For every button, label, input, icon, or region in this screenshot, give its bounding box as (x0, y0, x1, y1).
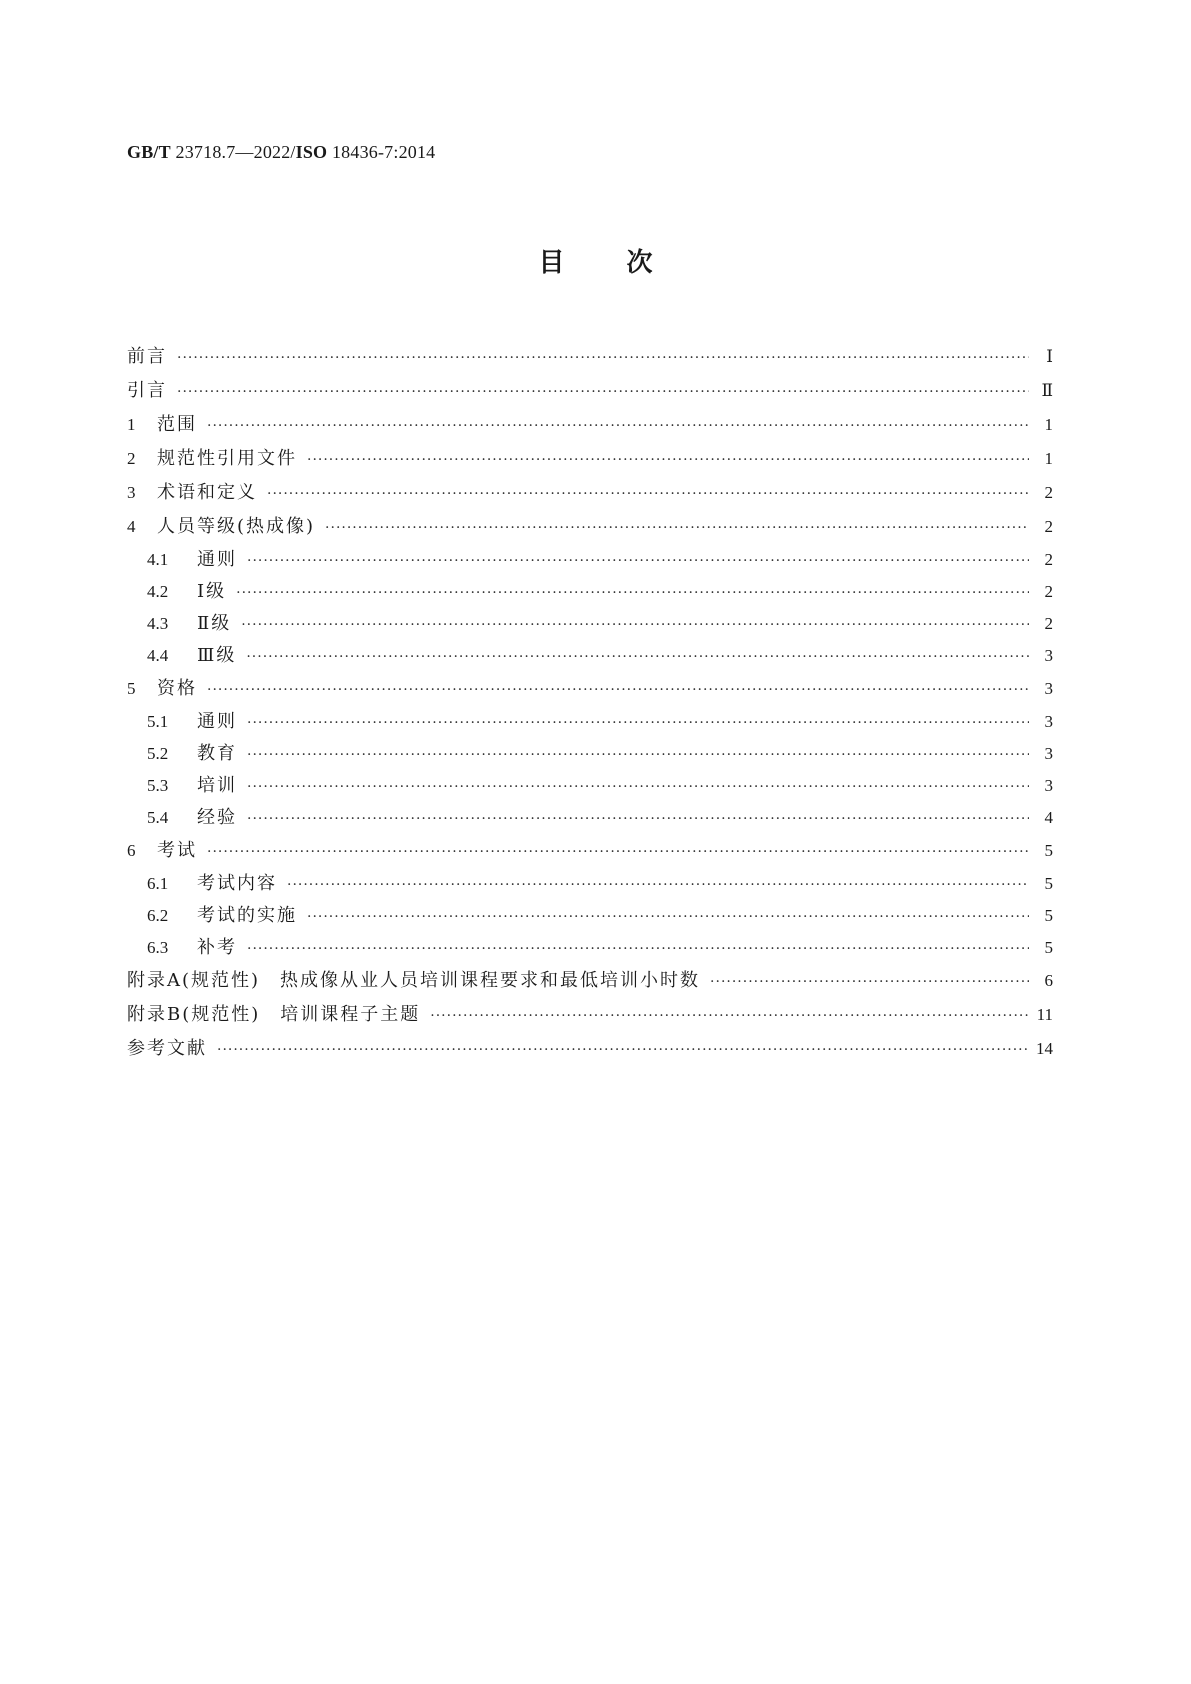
toc-entry-number: 6 (127, 841, 136, 860)
toc-entry-number: 6.1 (147, 874, 169, 893)
toc-page-number: 2 (1044, 582, 1053, 601)
toc-entry-2[interactable] (127, 442, 1053, 476)
document-code (127, 142, 435, 163)
toc-page-number: Ⅱ (1041, 381, 1053, 400)
toc-entry-label: Ⅱ级 (197, 613, 232, 634)
toc-entry-label: 规范性引用文件 (157, 448, 297, 469)
dot-leader (247, 739, 1029, 771)
toc-entry-5-2[interactable] (127, 738, 1053, 770)
dot-leader (267, 477, 1029, 511)
toc-page-number: Ⅰ (1046, 347, 1053, 366)
dot-leader (247, 545, 1029, 577)
iso-number: 18436-7:2014 (331, 142, 436, 162)
toc-entry-6[interactable] (127, 834, 1053, 868)
dot-leader (247, 707, 1029, 739)
toc-entry-4-1[interactable] (127, 544, 1053, 576)
toc-entry-label: Ⅲ级 (197, 645, 237, 666)
toc-entry-number: 4.1 (147, 550, 169, 569)
toc-page-number: 5 (1044, 906, 1053, 925)
toc-entry-number: 2 (127, 449, 136, 468)
toc-entry-label: 引言 (127, 380, 167, 401)
toc-entry-label: 附录A(规范性) 热成像从业人员培训课程要求和最低培训小时数 (127, 970, 701, 991)
toc-entry-6-2[interactable] (127, 900, 1053, 932)
toc-page-number: 3 (1044, 744, 1053, 763)
toc-entry-number: 3 (127, 483, 136, 502)
toc-entry-5-4[interactable] (127, 802, 1053, 834)
toc-page-number: 14 (1036, 1039, 1053, 1058)
toc-page-number: 2 (1044, 517, 1053, 536)
dot-leader (307, 443, 1029, 477)
toc-entry-label: 考试的实施 (197, 905, 297, 926)
toc-entry-5[interactable] (127, 672, 1053, 706)
toc-entry-label: 考试 (157, 840, 197, 861)
dot-leader (430, 999, 1028, 1033)
toc-entry-4[interactable] (127, 510, 1053, 544)
toc-entry-label: 通则 (197, 711, 237, 732)
toc-entry-1[interactable] (127, 408, 1053, 442)
toc-entry-label: 经验 (197, 807, 237, 828)
standard-prefix: GB/T (127, 142, 171, 162)
toc-page-number: 5 (1044, 874, 1053, 893)
standard-number: 23718.7—2022/ (175, 142, 296, 162)
toc-entry-number: 4.2 (147, 582, 169, 601)
toc-entry-5-3[interactable] (127, 770, 1053, 802)
toc-page-number: 2 (1044, 483, 1053, 502)
toc-entry-label: 通则 (197, 549, 237, 570)
toc-entry-bibliography[interactable] (127, 1032, 1053, 1066)
toc-entry-label: 教育 (197, 743, 237, 764)
toc-entry-number: 5.4 (147, 808, 169, 827)
toc-entry-label: 附录B(规范性) 培训课程子主题 (127, 1004, 421, 1025)
dot-leader (247, 803, 1029, 835)
dot-leader (287, 869, 1029, 901)
toc-page-number: 4 (1044, 808, 1053, 827)
toc-page-number: 6 (1044, 971, 1053, 990)
dot-leader (207, 835, 1029, 869)
toc-page-number: 3 (1044, 712, 1053, 731)
toc-entry-4-3[interactable] (127, 608, 1053, 640)
toc-page-number: 2 (1044, 614, 1053, 633)
toc-entry-label: 补考 (197, 937, 237, 958)
dot-leader (207, 673, 1029, 707)
dot-leader (325, 511, 1029, 545)
dot-leader (247, 933, 1029, 965)
toc-entry-number: 4.3 (147, 614, 169, 633)
dot-leader (246, 641, 1029, 673)
dot-leader (177, 375, 1029, 409)
toc-entry-label: 考试内容 (197, 873, 277, 894)
toc-entry-label: 术语和定义 (157, 482, 257, 503)
toc-entry-number: 6.3 (147, 938, 169, 957)
dot-leader (307, 901, 1029, 933)
toc-entry-label: Ⅰ级 (197, 581, 227, 602)
toc-entry-5-1[interactable] (127, 706, 1053, 738)
toc-entry-number: 5 (127, 679, 136, 698)
iso-prefix: ISO (295, 142, 328, 162)
toc-entry-annex-b[interactable] (127, 998, 1053, 1032)
toc-entry-foreword[interactable] (127, 340, 1053, 374)
toc-page-number: 1 (1044, 415, 1053, 434)
toc-page-number: 3 (1044, 646, 1053, 665)
toc-entry-number: 1 (127, 415, 136, 434)
toc-page-number: 1 (1044, 449, 1053, 468)
toc-entry-number: 4.4 (147, 646, 169, 665)
toc-entry-number: 5.3 (147, 776, 169, 795)
toc-entry-introduction[interactable] (127, 374, 1053, 408)
toc-page-number: 11 (1036, 1005, 1053, 1024)
toc-entry-label: 前言 (127, 346, 167, 367)
toc-entry-label: 人员等级(热成像) (157, 516, 316, 537)
toc-page-number: 5 (1044, 841, 1053, 860)
toc-entry-label: 参考文献 (127, 1038, 207, 1059)
toc-entry-label: 资格 (157, 678, 197, 699)
toc-entry-annex-a[interactable] (127, 964, 1053, 998)
toc-page-number: 3 (1044, 679, 1053, 698)
toc-page-number: 3 (1044, 776, 1053, 795)
toc-entry-number: 4 (127, 517, 136, 536)
toc-page-number: 2 (1044, 550, 1053, 569)
toc-entry-4-2[interactable] (127, 576, 1053, 608)
toc-entry-4-4[interactable] (127, 640, 1053, 672)
table-of-contents (127, 340, 1053, 1066)
dot-leader (207, 409, 1029, 443)
toc-entry-number: 6.2 (147, 906, 169, 925)
dot-leader (177, 341, 1029, 375)
toc-page-number: 5 (1044, 938, 1053, 957)
toc-entry-label: 范围 (157, 414, 197, 435)
page-title: 目次 (538, 248, 715, 278)
toc-entry-number: 5.2 (147, 744, 169, 763)
toc-entry-6-1[interactable] (127, 868, 1053, 900)
dot-leader (247, 771, 1029, 803)
dot-leader (236, 577, 1029, 609)
dot-leader (241, 609, 1029, 641)
toc-entry-6-3[interactable] (127, 932, 1053, 964)
toc-entry-label: 培训 (197, 775, 237, 796)
toc-entry-3[interactable] (127, 476, 1053, 510)
toc-entry-number: 5.1 (147, 712, 169, 731)
dot-leader (710, 965, 1029, 999)
dot-leader (217, 1033, 1028, 1067)
